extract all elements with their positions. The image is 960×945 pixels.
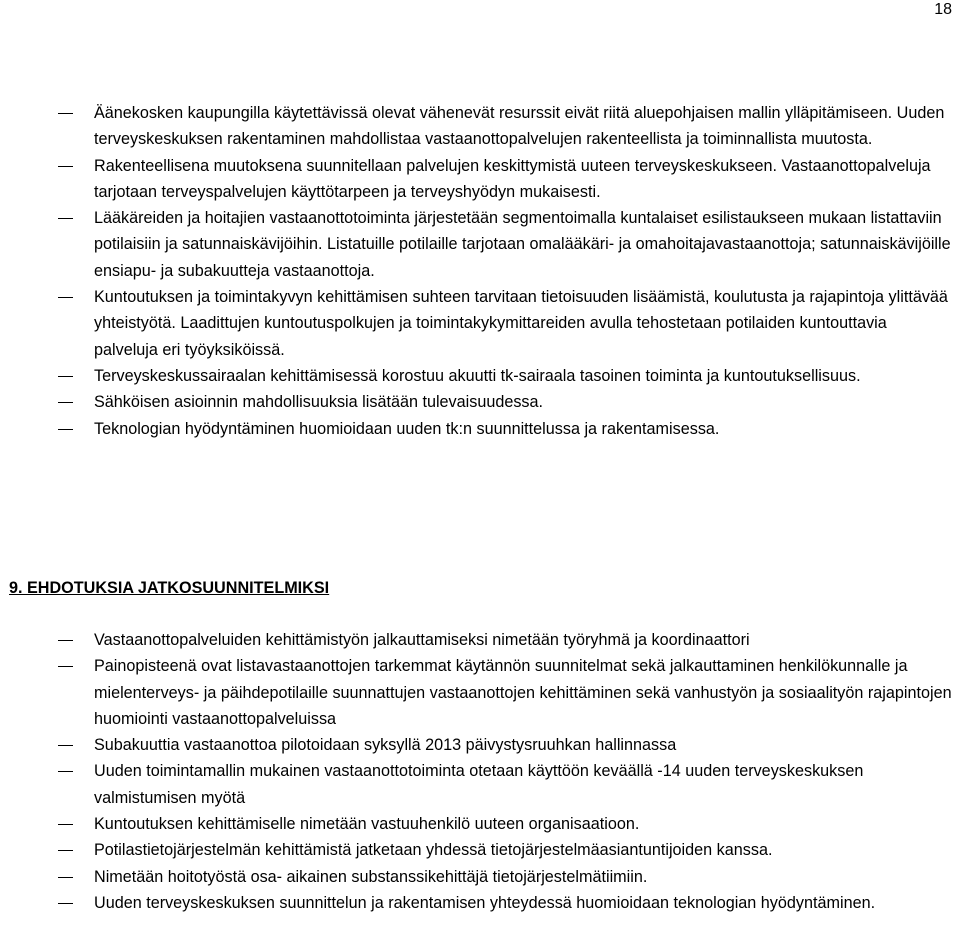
- list-item: [54, 653, 954, 732]
- dash-bullet-icon: [58, 903, 73, 904]
- list-item: [54, 363, 954, 389]
- dash-bullet-icon: [58, 218, 73, 219]
- list-item-text: Uuden terveyskeskuksen suunnittelun ja rakentamisen yhteydessä huomioidaan teknologian hyödyntäminen.: [94, 893, 876, 912]
- dash-bullet-icon: [58, 745, 73, 746]
- list-item-text: Painopisteenä ovat listavastaanottojen tarkemmat käytännön suunnitelmat sekä jalkauttaminen henkilökunnalle ja mielenterveys- ja päihdepotilaille suunnattujen vastaanottojen kehittäminen sekä vanhustyön ja sosiaalityön rajapintojen huomiointi vastaanottopalveluissa: [94, 657, 952, 728]
- list-item-text: Vastaanottopalveluiden kehittämistyön jalkauttamiseksi nimetään työryhmä ja koordinaattori: [94, 631, 750, 649]
- list-item-text: Sähköisen asioinnin mahdollisuuksia lisätään tulevaisuudessa.: [94, 393, 544, 412]
- list-item: [54, 732, 954, 758]
- list-item-text: Teknologian hyödyntäminen huomioidaan uuden tk:n suunnittelussa ja rakentamisessa.: [94, 419, 720, 438]
- list-item-text: Kuntoutuksen ja toimintakyvyn kehittämisen suhteen tarvitaan tietoisuuden lisäämistä, koulutusta ja rajapintoja ylittävää yhteistyötä. Laadittujen kuntoutuspolkujen ja toimintakykymittareiden avulla tehostetaan potilaiden kuntouttavia palveluja eri työyksiköissä.: [94, 288, 948, 359]
- section-heading: 9. EHDOTUKSIA JATKOSUUNNITELMIKSI: [9, 579, 330, 597]
- list-item: [54, 758, 954, 811]
- list-item: [54, 100, 954, 153]
- dash-bullet-icon: [58, 771, 73, 772]
- list-item-text: Subakuuttia vastaanottoa pilotoidaan syksyllä 2013 päivystysruuhkan hallinnassa: [94, 736, 677, 755]
- list-item: [54, 389, 954, 415]
- dash-bullet-icon: [58, 877, 73, 878]
- list-item: [54, 811, 954, 837]
- dash-bullet-icon: [58, 297, 73, 298]
- list-item: [54, 890, 954, 916]
- list-item-text: Lääkäreiden ja hoitajien vastaanottotoiminta järjestetään segmentoimalla kuntalaiset esilistaukseen mukaan listattaviin potilaisiin ja satunnaiskävijöihin. Listatuille potilaille tarjotaan omalääkäri- ja omahoitajavastaanottoja; satunnaiskävijöille ensiapu- ja subakuutteja vastaanottoja.: [94, 209, 951, 280]
- recommendations-list: [54, 100, 954, 442]
- proposals-list: [54, 627, 954, 916]
- dash-bullet-icon: [58, 376, 73, 377]
- dash-bullet-icon: [58, 640, 73, 641]
- list-item-text: Rakenteellisena muutoksena suunnitellaan palvelujen keskittymistä uuteen terveyskeskukseen. Vastaanottopalveluja tarjotaan terveyspalvelujen käyttötarpeen ja terveyshyödyn mukaisesti.: [94, 156, 931, 201]
- dash-bullet-icon: [58, 429, 73, 430]
- dash-bullet-icon: [58, 666, 73, 667]
- list-item-text: Potilastietojärjestelmän kehittämistä jatketaan yhdessä tietojärjestelmäasiantuntijoiden kanssa.: [94, 841, 773, 860]
- list-item: [54, 284, 954, 363]
- list-item-text: Nimetään hoitotyöstä osa- aikainen substanssikehittäjä tietojärjestelmätiimiin.: [94, 867, 648, 886]
- list-item: [54, 153, 954, 206]
- list-item-text: Uuden toimintamallin mukainen vastaanottotoiminta otetaan käyttöön keväällä -14 uuden terveyskeskuksen valmistumisen myötä: [94, 762, 864, 807]
- list-item: [54, 837, 954, 863]
- list-item-text: Terveyskeskussairaalan kehittämisessä korostuu akuutti tk-sairaala tasoinen toiminta ja kuntoutuksellisuus.: [94, 366, 861, 385]
- list-item: [54, 627, 954, 653]
- list-item-text: Kuntoutuksen kehittämiselle nimetään vastuuhenkilö uuteen organisaatioon.: [94, 815, 640, 834]
- dash-bullet-icon: [58, 402, 73, 403]
- dash-bullet-icon: [58, 166, 73, 167]
- page-number: 18: [934, 1, 952, 18]
- dash-bullet-icon: [58, 113, 73, 114]
- list-item: [54, 205, 954, 284]
- dash-bullet-icon: [58, 824, 73, 825]
- list-item-text: Äänekosken kaupungilla käytettävissä olevat vähenevät resurssit eivät riitä aluepohjaisen mallin ylläpitämiseen. Uuden terveyskeskuksen rakentaminen mahdollistaa vastaanottopalvelujen rakenteellista ja toiminnallista muutosta.: [94, 104, 945, 149]
- dash-bullet-icon: [58, 850, 73, 851]
- list-item: [54, 864, 954, 890]
- list-item: [54, 416, 954, 442]
